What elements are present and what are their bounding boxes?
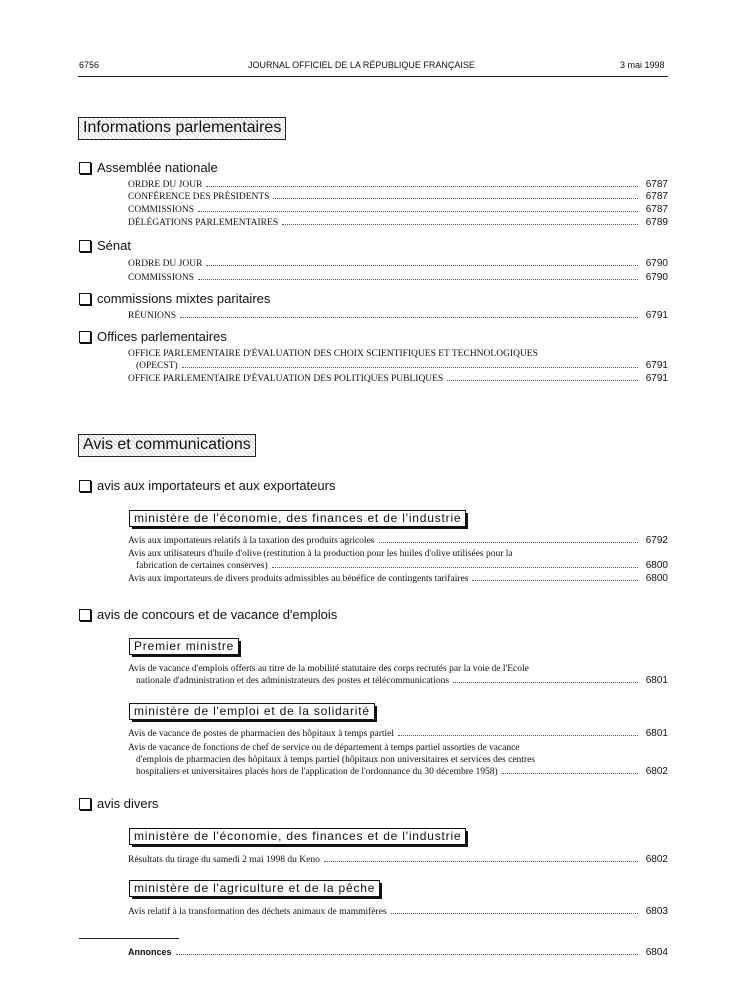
banner-informations-parlementaires: Informations parlementaires xyxy=(78,117,286,140)
entry-label: COMMISSIONS xyxy=(128,273,194,283)
toc-entry[interactable] xyxy=(128,906,668,918)
toc-entry[interactable] xyxy=(128,854,668,866)
ministry-heading: ministère de l'économie, des finances et de l'industrie xyxy=(129,510,466,527)
toc-entry[interactable] xyxy=(128,373,668,385)
entry-page: 6787 xyxy=(645,179,668,190)
section-senat xyxy=(79,238,131,253)
entry-page: 6791 xyxy=(645,310,668,321)
toc-entry[interactable] xyxy=(128,742,668,778)
toc-entry[interactable] xyxy=(128,179,668,191)
section-concours xyxy=(79,607,337,622)
section-assemblee xyxy=(79,160,218,175)
ministry-heading: ministère de l'emploi et de la solidarité xyxy=(129,703,375,720)
entry-page: 6800 xyxy=(645,573,668,584)
section-cmp xyxy=(79,291,270,306)
section-title: commissions mixtes paritaires xyxy=(97,291,271,306)
entry-page: 6787 xyxy=(645,191,668,202)
entry-page: 6790 xyxy=(645,258,668,269)
checkbox-icon xyxy=(79,480,91,492)
entry-label: ORDRE DU JOUR xyxy=(128,259,203,269)
entry-page: 6792 xyxy=(645,535,668,546)
section-title: avis de concours et de vacance d'emplois xyxy=(97,607,338,622)
entry-label-cont: nationale d'administration et des administrateurs des postes et télécommunications xyxy=(136,676,450,686)
entry-label-cont: fabrication de certaines conserves) xyxy=(136,561,268,571)
toc-entry[interactable] xyxy=(128,946,668,959)
checkbox-icon xyxy=(79,240,91,252)
entry-label: Avis aux utilisateurs d'huile d'olive (restitution à la production pour les huiles d'olive utilisées pour la xyxy=(128,549,513,559)
footer-rule xyxy=(79,938,179,939)
section-title: Offices parlementaires xyxy=(97,329,227,344)
section-title: avis divers xyxy=(97,796,159,811)
entry-label: Avis relatif à la transformation des déchets animaux de mammifères xyxy=(128,907,387,917)
checkbox-icon xyxy=(79,331,91,343)
ministry-heading: ministère de l'agriculture et de la pêche xyxy=(129,880,380,897)
entry-label: Avis de vacance d'emplois offerts au titre de la mobilité statutaire des corps recrutés par la voie de l'Ecole xyxy=(128,664,529,674)
toc-entry[interactable] xyxy=(128,217,668,229)
toc-entry[interactable] xyxy=(128,728,668,740)
entry-label-cont: (OPECST) xyxy=(136,361,178,371)
section-title: Sénat xyxy=(97,238,131,253)
senat-entries xyxy=(128,258,668,284)
checkbox-icon xyxy=(79,162,91,174)
section-importateurs xyxy=(79,478,335,493)
toc-entry[interactable] xyxy=(128,573,668,585)
section-divers xyxy=(79,796,158,811)
entry-label: Annonces xyxy=(128,947,172,957)
entry-page: 6803 xyxy=(645,906,668,917)
banner-avis-communications: Avis et communications xyxy=(78,434,256,457)
entry-page: 6800 xyxy=(645,560,668,571)
annonces-entry xyxy=(128,946,668,959)
entry-page: 6802 xyxy=(645,766,668,777)
toc-entry[interactable] xyxy=(128,548,668,572)
entry-page: 6801 xyxy=(645,728,668,739)
toc-entry[interactable] xyxy=(128,348,668,372)
toc-entry[interactable] xyxy=(128,310,668,322)
page-number: 6756 xyxy=(79,60,100,70)
importateurs-entries xyxy=(128,535,668,585)
entry-label: OFFICE PARLEMENTAIRE D'ÉVALUATION DES POLITIQUES PUBLIQUES xyxy=(128,374,444,384)
entry-label: Avis aux importateurs relatifs à la taxation des produits agricoles xyxy=(128,536,375,546)
cmp-entries xyxy=(128,310,668,322)
entry-label: Avis de vacance de postes de pharmacien des hôpitaux à temps partiel xyxy=(128,729,394,739)
entry-label: DÉLÉGATIONS PARLEMENTAIRES xyxy=(128,218,279,228)
entry-label: CONFÉRENCE DES PRÉSIDENTS xyxy=(128,192,270,202)
entry-label: RÉUNIONS xyxy=(128,311,177,321)
entry-page: 6789 xyxy=(645,217,668,228)
checkbox-icon xyxy=(79,609,91,621)
journal-title: JOURNAL OFFICIEL DE LA RÉPUBLIQUE FRANÇAISE xyxy=(248,60,475,70)
entry-page: 6802 xyxy=(645,854,668,865)
entry-label: ORDRE DU JOUR xyxy=(128,180,203,190)
divers-entries-1 xyxy=(128,854,668,866)
toc-entry[interactable] xyxy=(128,191,668,203)
entry-page: 6791 xyxy=(645,360,668,371)
entry-label: Résultats du tirage du samedi 2 mai 1998 du Keno xyxy=(128,855,320,865)
toc-entry[interactable] xyxy=(128,272,668,284)
entry-page: 6801 xyxy=(645,675,668,686)
concours-entries-2 xyxy=(128,728,668,778)
entry-label: Avis aux importateurs de divers produits admissibles au bénéfice de contingents tarifaires xyxy=(128,574,469,584)
entry-label: COMMISSIONS xyxy=(128,205,194,215)
toc-entry[interactable] xyxy=(128,258,668,270)
toc-entry[interactable] xyxy=(128,663,668,687)
section-offices xyxy=(79,329,227,344)
section-title: avis aux importateurs et aux exportateurs xyxy=(97,478,336,493)
entry-label: OFFICE PARLEMENTAIRE D'ÉVALUATION DES CHOIX SCIENTIFIQUES ET TECHNOLOGIQUES xyxy=(128,349,538,359)
ministry-heading: Premier ministre xyxy=(129,638,239,655)
entry-page: 6804 xyxy=(645,947,668,958)
entry-page: 6791 xyxy=(645,373,668,384)
divers-entries-2 xyxy=(128,906,668,918)
entry-label-cont: d'emplois de pharmacien des hôpitaux à temps partiel (hôpitaux non universitaires et services des centres xyxy=(136,755,536,765)
toc-entry[interactable] xyxy=(128,204,668,216)
toc-entry[interactable] xyxy=(128,535,668,547)
offices-entries xyxy=(128,348,668,385)
entry-page: 6790 xyxy=(645,272,668,283)
header-rule xyxy=(78,76,668,77)
section-title: Assemblée nationale xyxy=(97,160,218,175)
assemblee-entries xyxy=(128,179,668,229)
concours-entries-1 xyxy=(128,663,668,687)
ministry-heading: ministère de l'économie, des finances et de l'industrie xyxy=(129,828,466,845)
checkbox-icon xyxy=(79,293,91,305)
checkbox-icon xyxy=(79,798,91,810)
entry-label: Avis de vacance de fonctions de chef de service ou de département à temps partiel assorties de vacance xyxy=(128,743,520,753)
header-date: 3 mai 1998 xyxy=(620,60,665,70)
entry-page: 6787 xyxy=(645,204,668,215)
entry-label-cont: hospitaliers et universitaires placés hors de l'application de l'ordonnance du 30 décembre 1958) xyxy=(136,767,498,777)
